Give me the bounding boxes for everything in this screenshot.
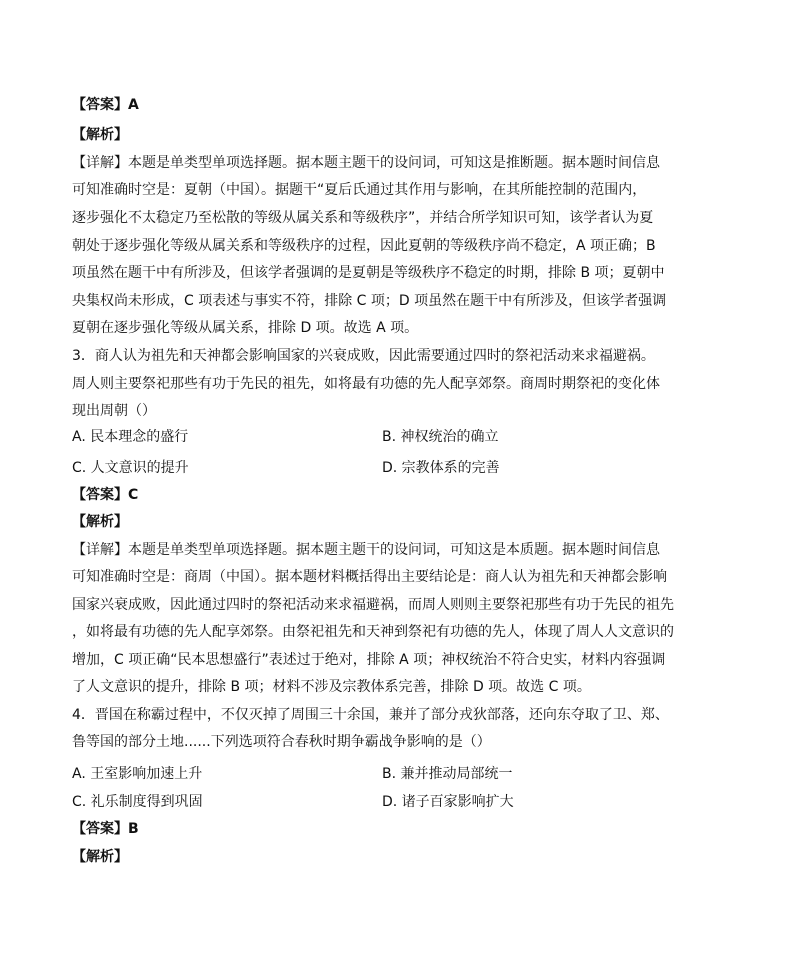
detail-line: 可知准确时空是：商周（中国）。据本题材料概括得出主要结论是：商人认为祖先和天神都会影响	[72, 569, 667, 585]
detail-line: 国家兴衰成败，因此通过四时的祭祀活动来求福避祸，而周人则则主要祭祀那些有功于先民的祖先	[72, 597, 674, 613]
detail-line: 逐步强化不太稳定乃至松散的等级从属关系和等级秩序”，并结合所学知识可知，该学者认为夏	[72, 210, 654, 226]
analysis-label: 【解析】	[72, 127, 128, 143]
detail-line: 朝处于逐步强化等级从属关系和等级秩序的过程，因此夏朝的等级秩序尚不稳定，A 项正确；B	[72, 238, 656, 254]
option-b: B. 兼并推动局部统一	[382, 766, 513, 782]
option-b: B. 神权统治的确立	[382, 429, 499, 445]
option-a: A. 民本理念的盛行	[72, 429, 189, 445]
answer-label: 【答案】C	[72, 487, 139, 503]
question-stem: 4．晋国在称霸过程中，不仅灭掉了周围三十余国，兼并了部分戎狄部落，还向东夺取了卫、郑、	[72, 707, 669, 723]
detail-line: 夏朝在逐步强化等级从属关系，排除 D 项。故选 A 项。	[72, 320, 419, 336]
detail-line: 增加，C 项正确“民本思想盛行”表述过于绝对，排除 A 项；神权统治不符合史实，材料内容强调	[72, 652, 666, 668]
detail-line: 了人文意识的提升，排除 B 项；材料不涉及宗教体系完善，排除 D 项。故选 C 项。	[72, 679, 591, 695]
answer-label: 【答案】A	[72, 97, 139, 113]
detail-line: 可知准确时空是：夏朝（中国）。据题干“夏后氏通过其作用与影响，在其所能控制的范围内，	[72, 182, 647, 198]
question-stem: 3．商人认为祖先和天神都会影响国家的兴衰成败，因此需要通过四时的祭祀活动来求福避祸。	[72, 348, 655, 364]
detail-line: 【详解】本题是单类型单项选择题。据本题主题干的设问词，可知这是推断题。据本题时间信息	[72, 155, 660, 171]
detail-line: 项虽然在题干中有所涉及，但该学者强调的是夏朝是等级秩序不稳定的时期，排除 B 项；夏朝中	[72, 265, 665, 281]
detail-line: 央集权尚未形成，C 项表述与事实不符，排除 C 项；D 项虽然在题干中有所涉及，但该学者强调	[72, 293, 667, 309]
option-c: C. 礼乐制度得到巩固	[72, 794, 203, 810]
analysis-label: 【解析】	[72, 849, 128, 865]
detail-line: ，如将最有功德的先人配享郊祭。由祭祀祖先和天神到祭祀有功德的先人，体现了周人人文意识的	[72, 624, 674, 640]
detail-line: 【详解】本题是单类型单项选择题。据本题主题干的设问词，可知这是本质题。据本题时间信息	[72, 542, 660, 558]
option-a: A. 王室影响加速上升	[72, 766, 203, 782]
option-c: C. 人文意识的提升	[72, 460, 189, 476]
question-stem: 现出周朝（）	[72, 403, 156, 419]
option-d: D. 宗教体系的完善	[382, 460, 500, 476]
question-stem: 鲁等国的部分土地......下列选项符合春秋时期争霸战争影响的是（）	[72, 734, 491, 750]
question-stem: 周人则主要祭祀那些有功于先民的祖先，如将最有功德的先人配享郊祭。商周时期祭祀的变化体	[72, 376, 660, 392]
analysis-label: 【解析】	[72, 514, 128, 530]
answer-label: 【答案】B	[72, 821, 139, 837]
option-d: D. 诸子百家影响扩大	[382, 794, 514, 810]
